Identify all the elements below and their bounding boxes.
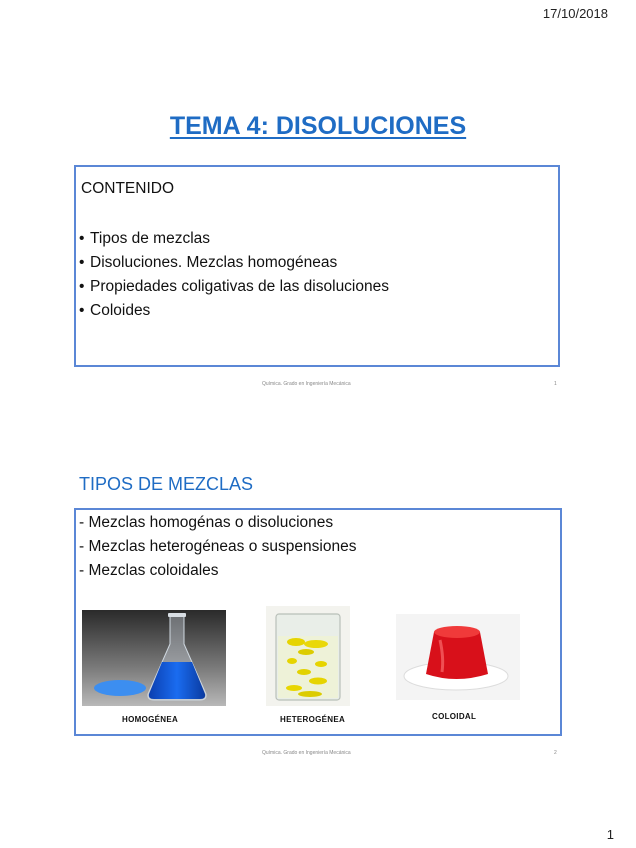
slide1-content-box [74,165,560,367]
slide2-content-box [74,508,562,736]
list-item: • Tipos de mezclas [79,230,211,247]
slide1-title: TEMA 4: DISOLUCIONES [169,112,467,140]
colloidal-jelly-image [396,614,520,700]
list-item: - Mezclas coloidales [79,562,219,579]
caption-colloidal: COLOIDAL [432,712,477,721]
list-item: • Propiedades coligativas de las disoluciones [79,278,389,295]
slide2-number: 2 [554,750,557,756]
slide2-footer: Química. Grado en Ingeniería Mecánica [262,750,351,756]
heterogeneous-beaker-image [266,606,350,706]
caption-heterogeneous: HETEROGÉNEA [280,715,346,724]
caption-homogeneous: HOMOGÉNEA [122,715,179,724]
print-date: 17/10/2018 [542,6,608,21]
page-number: 1 [606,827,614,842]
list-item: - Mezclas homogénas o disoluciones [79,514,334,531]
slide1-footer: Química. Grado en Ingeniería Mecánica [262,381,351,387]
list-item: - Mezclas heterogéneas o suspensiones [79,538,357,555]
list-item: • Coloides [79,302,151,319]
contents-heading: CONTENIDO [81,180,174,197]
slide1-number: 1 [554,381,557,387]
list-item: • Disoluciones. Mezclas homogéneas [79,254,338,271]
mixture-types-list [79,511,356,583]
homogeneous-flask-image [82,610,226,706]
slide2-title: TIPOS DE MEZCLAS [79,474,254,494]
contents-list [79,227,389,323]
